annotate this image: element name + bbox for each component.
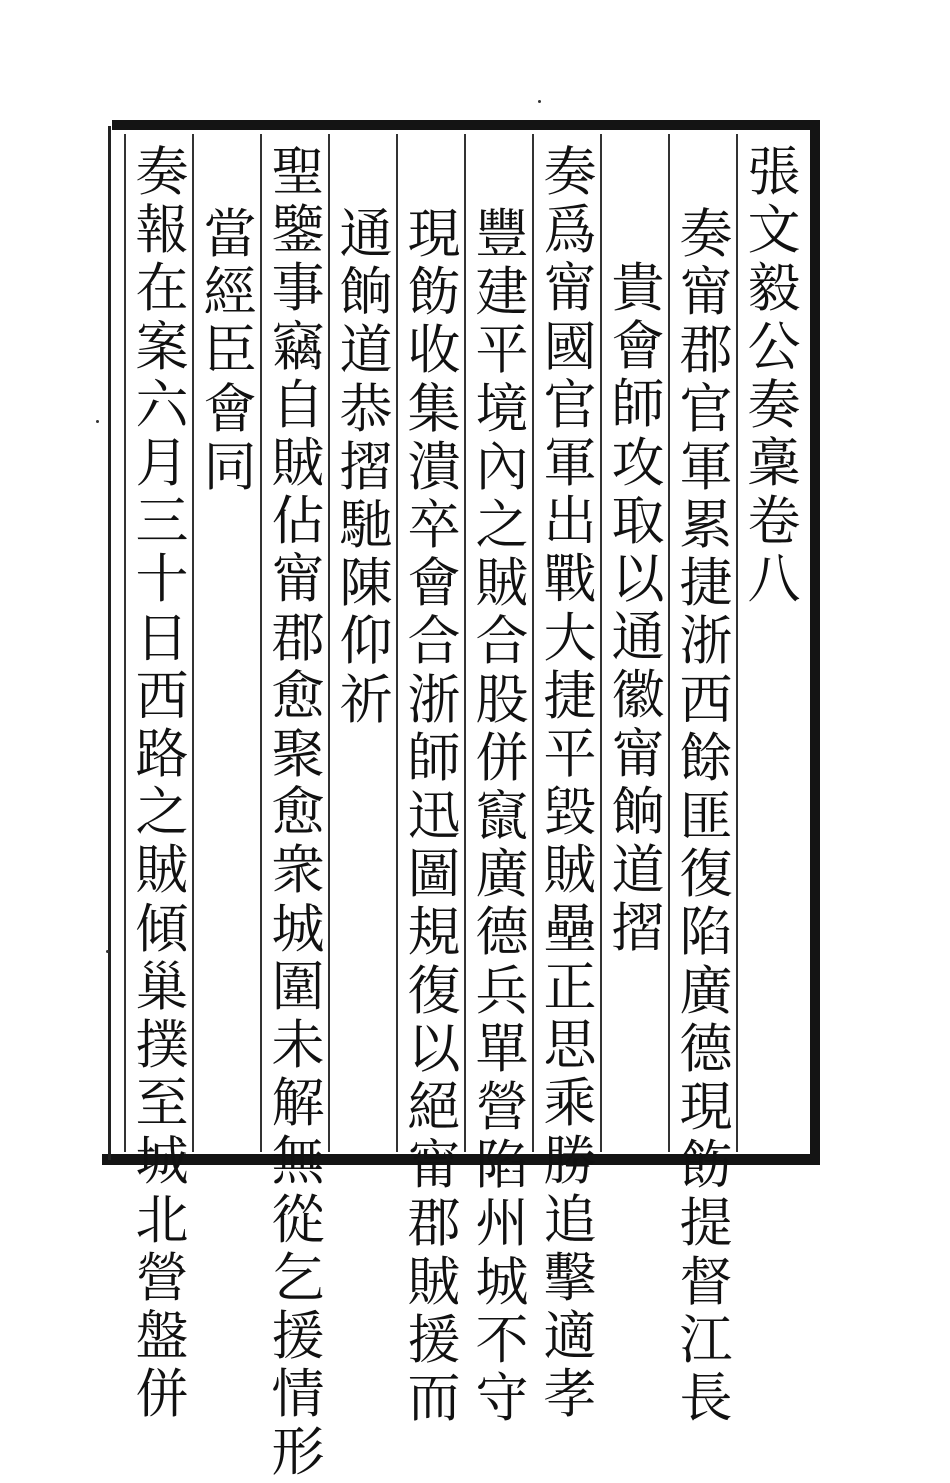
character-glyph: 同 [203, 436, 257, 498]
character-glyph: 賊 [543, 840, 597, 902]
character-glyph: 解 [271, 1073, 325, 1135]
character-glyph: 規 [407, 902, 461, 964]
column-text [536, 144, 604, 1424]
character-glyph: 通 [339, 204, 393, 265]
character-glyph: 甯 [679, 262, 733, 324]
character-glyph: 郡 [679, 320, 733, 382]
character-glyph: 賊 [407, 1251, 461, 1313]
character-glyph: 文 [747, 200, 801, 262]
character-glyph: 聚 [271, 724, 325, 786]
character-glyph: 祈 [339, 669, 393, 731]
character-glyph: 絕 [407, 1077, 461, 1139]
character-glyph: 孝 [543, 1364, 597, 1426]
frame-left-border [108, 126, 111, 1160]
column-memorial-heading-cont [604, 260, 672, 958]
character-glyph: 竊 [271, 316, 325, 378]
character-glyph: 賊 [135, 840, 189, 902]
character-glyph: 境 [475, 378, 529, 440]
character-glyph: 援 [407, 1309, 461, 1371]
character-glyph: 江 [679, 1309, 733, 1371]
character-glyph: 復 [407, 960, 461, 1022]
character-glyph: 卷 [747, 491, 801, 553]
character-glyph: 之 [475, 495, 529, 557]
character-glyph: 事 [271, 258, 325, 320]
character-glyph: 城 [135, 1131, 189, 1193]
character-glyph: 佔 [271, 491, 325, 553]
character-glyph: 當 [203, 204, 257, 265]
character-glyph: 在 [135, 258, 189, 320]
character-glyph: 郡 [271, 607, 325, 669]
character-glyph: 西 [135, 665, 189, 727]
character-glyph: 道 [611, 840, 665, 902]
character-glyph: 守 [475, 1368, 529, 1430]
character-glyph: 現 [679, 1077, 733, 1139]
character-glyph: 三 [135, 491, 189, 553]
character-glyph: 集 [407, 378, 461, 440]
character-glyph: 奏 [543, 142, 597, 203]
character-glyph: 會 [407, 553, 461, 615]
character-glyph: 聖 [271, 142, 325, 203]
character-glyph: 之 [135, 782, 189, 844]
character-glyph: 營 [475, 1077, 529, 1139]
character-glyph: 形 [271, 1422, 325, 1483]
character-glyph: 甯 [407, 1135, 461, 1197]
character-glyph: 不 [475, 1309, 529, 1371]
character-glyph: 飭 [407, 262, 461, 324]
character-glyph: 建 [475, 262, 529, 324]
character-glyph: 至 [135, 1073, 189, 1135]
character-glyph: 圍 [271, 956, 325, 1018]
character-glyph: 飭 [679, 1135, 733, 1197]
character-glyph: 豐 [475, 204, 529, 265]
character-glyph: 奏 [135, 142, 189, 203]
character-glyph: 併 [475, 727, 529, 789]
character-glyph: 合 [407, 611, 461, 673]
column-text [196, 206, 264, 497]
character-glyph: 合 [475, 611, 529, 673]
character-glyph: 陳 [339, 553, 393, 615]
character-glyph: 現 [407, 204, 461, 265]
character-glyph: 官 [679, 378, 733, 440]
character-glyph: 廣 [679, 960, 733, 1022]
column-title [740, 144, 808, 610]
character-glyph: 併 [135, 1364, 189, 1426]
character-glyph: 復 [679, 844, 733, 906]
character-glyph: 匪 [679, 786, 733, 848]
character-glyph: 八 [747, 549, 801, 611]
character-glyph: 撲 [135, 1015, 189, 1077]
character-glyph: 軍 [543, 433, 597, 495]
character-glyph: 無 [271, 1131, 325, 1193]
character-glyph: 城 [475, 1251, 529, 1313]
character-glyph: 仰 [339, 611, 393, 673]
character-glyph: 股 [475, 669, 529, 731]
character-glyph: 陷 [475, 1135, 529, 1197]
character-glyph: 貴 [611, 258, 665, 319]
character-glyph: 案 [135, 316, 189, 378]
character-glyph: 會 [611, 316, 665, 378]
character-glyph: 軍 [679, 436, 733, 498]
character-glyph: 爲 [543, 200, 597, 262]
ink-speck [106, 950, 109, 953]
character-glyph: 甯 [271, 549, 325, 611]
character-glyph: 巢 [135, 956, 189, 1018]
character-glyph: 自 [271, 374, 325, 436]
character-glyph: 廣 [475, 844, 529, 906]
character-glyph: 援 [271, 1306, 325, 1368]
character-glyph: 潰 [407, 436, 461, 498]
character-glyph: 陷 [679, 902, 733, 964]
column-text [332, 206, 400, 730]
character-glyph: 甯 [611, 723, 665, 785]
character-glyph: 捷 [679, 553, 733, 615]
ink-speck [96, 420, 99, 423]
character-glyph: 從 [271, 1189, 325, 1251]
character-glyph: 月 [135, 433, 189, 495]
character-glyph: 城 [271, 898, 325, 960]
character-glyph: 擊 [543, 1247, 597, 1309]
character-glyph: 竄 [475, 786, 529, 848]
character-glyph: 而 [407, 1368, 461, 1430]
character-glyph: 攻 [611, 432, 665, 494]
character-glyph: 追 [543, 1189, 597, 1251]
character-glyph: 以 [611, 549, 665, 611]
character-glyph: 收 [407, 320, 461, 382]
character-glyph: 報 [135, 200, 189, 262]
character-glyph: 毅 [747, 258, 801, 320]
character-glyph: 愈 [271, 782, 325, 844]
character-glyph: 臣 [203, 320, 257, 382]
character-glyph: 大 [543, 607, 597, 669]
character-glyph: 十 [135, 549, 189, 611]
character-glyph: 賊 [475, 553, 529, 615]
character-glyph: 適 [543, 1306, 597, 1368]
column-text [468, 206, 536, 1428]
character-glyph: 鑒 [271, 200, 325, 262]
character-glyph: 徽 [611, 665, 665, 727]
character-glyph: 卒 [407, 495, 461, 557]
character-glyph: 郡 [407, 1193, 461, 1255]
column-rule [124, 134, 126, 1152]
character-glyph: 賊 [271, 433, 325, 495]
character-glyph: 單 [475, 1018, 529, 1080]
character-glyph: 壘 [543, 898, 597, 960]
character-glyph: 乞 [271, 1247, 325, 1309]
character-glyph: 稾 [747, 433, 801, 495]
frame-top-border [112, 120, 820, 130]
character-glyph: 正 [543, 956, 597, 1018]
character-glyph: 迅 [407, 786, 461, 848]
character-glyph: 德 [475, 902, 529, 964]
character-glyph: 會 [203, 378, 257, 440]
character-glyph: 乘 [543, 1073, 597, 1135]
ink-speck [538, 100, 541, 103]
character-glyph: 盤 [135, 1306, 189, 1368]
character-glyph: 六 [135, 374, 189, 436]
character-glyph: 餘 [679, 727, 733, 789]
character-glyph: 毀 [543, 782, 597, 844]
character-glyph: 公 [747, 316, 801, 378]
character-glyph: 師 [407, 727, 461, 789]
character-glyph: 道 [339, 320, 393, 382]
column-text [128, 144, 196, 1424]
character-glyph: 內 [475, 436, 529, 498]
character-glyph: 經 [203, 262, 257, 324]
character-glyph: 思 [543, 1015, 597, 1077]
character-glyph: 圖 [407, 844, 461, 906]
character-glyph: 餉 [339, 262, 393, 324]
character-glyph: 平 [475, 320, 529, 382]
character-glyph: 浙 [407, 669, 461, 731]
character-glyph: 馳 [339, 495, 393, 557]
character-glyph: 國 [543, 316, 597, 378]
character-glyph: 師 [611, 374, 665, 436]
character-glyph: 取 [611, 490, 665, 552]
character-glyph: 出 [543, 491, 597, 553]
character-glyph: 以 [407, 1018, 461, 1080]
character-glyph: 張 [747, 142, 801, 203]
column-text [264, 144, 332, 1483]
character-glyph: 衆 [271, 840, 325, 902]
character-glyph: 甯 [543, 258, 597, 320]
character-glyph: 戰 [543, 549, 597, 611]
character-glyph: 長 [679, 1368, 733, 1430]
character-glyph: 傾 [135, 898, 189, 960]
character-glyph: 日 [135, 607, 189, 669]
column-text [400, 206, 468, 1428]
frame-right-border [810, 120, 820, 1165]
character-glyph: 奏 [679, 204, 733, 265]
character-glyph: 奏 [747, 374, 801, 436]
character-glyph: 未 [271, 1015, 325, 1077]
character-glyph: 路 [135, 724, 189, 786]
character-glyph: 浙 [679, 611, 733, 673]
character-glyph: 累 [679, 495, 733, 557]
character-glyph: 平 [543, 724, 597, 786]
character-glyph: 摺 [339, 436, 393, 498]
character-glyph: 督 [679, 1251, 733, 1313]
character-glyph: 捷 [543, 665, 597, 727]
character-glyph: 情 [271, 1364, 325, 1426]
column-memorial-heading [672, 206, 740, 1428]
character-glyph: 德 [679, 1018, 733, 1080]
character-glyph: 愈 [271, 665, 325, 727]
character-glyph: 兵 [475, 960, 529, 1022]
character-glyph: 餉 [611, 781, 665, 843]
character-glyph: 勝 [543, 1131, 597, 1193]
character-glyph: 北 [135, 1189, 189, 1251]
character-glyph: 州 [475, 1193, 529, 1255]
character-glyph: 營 [135, 1247, 189, 1309]
character-glyph: 西 [679, 669, 733, 731]
character-glyph: 提 [679, 1193, 733, 1255]
character-glyph: 通 [611, 607, 665, 669]
character-glyph: 恭 [339, 378, 393, 440]
character-glyph: 摺 [611, 898, 665, 960]
character-glyph: 官 [543, 374, 597, 436]
